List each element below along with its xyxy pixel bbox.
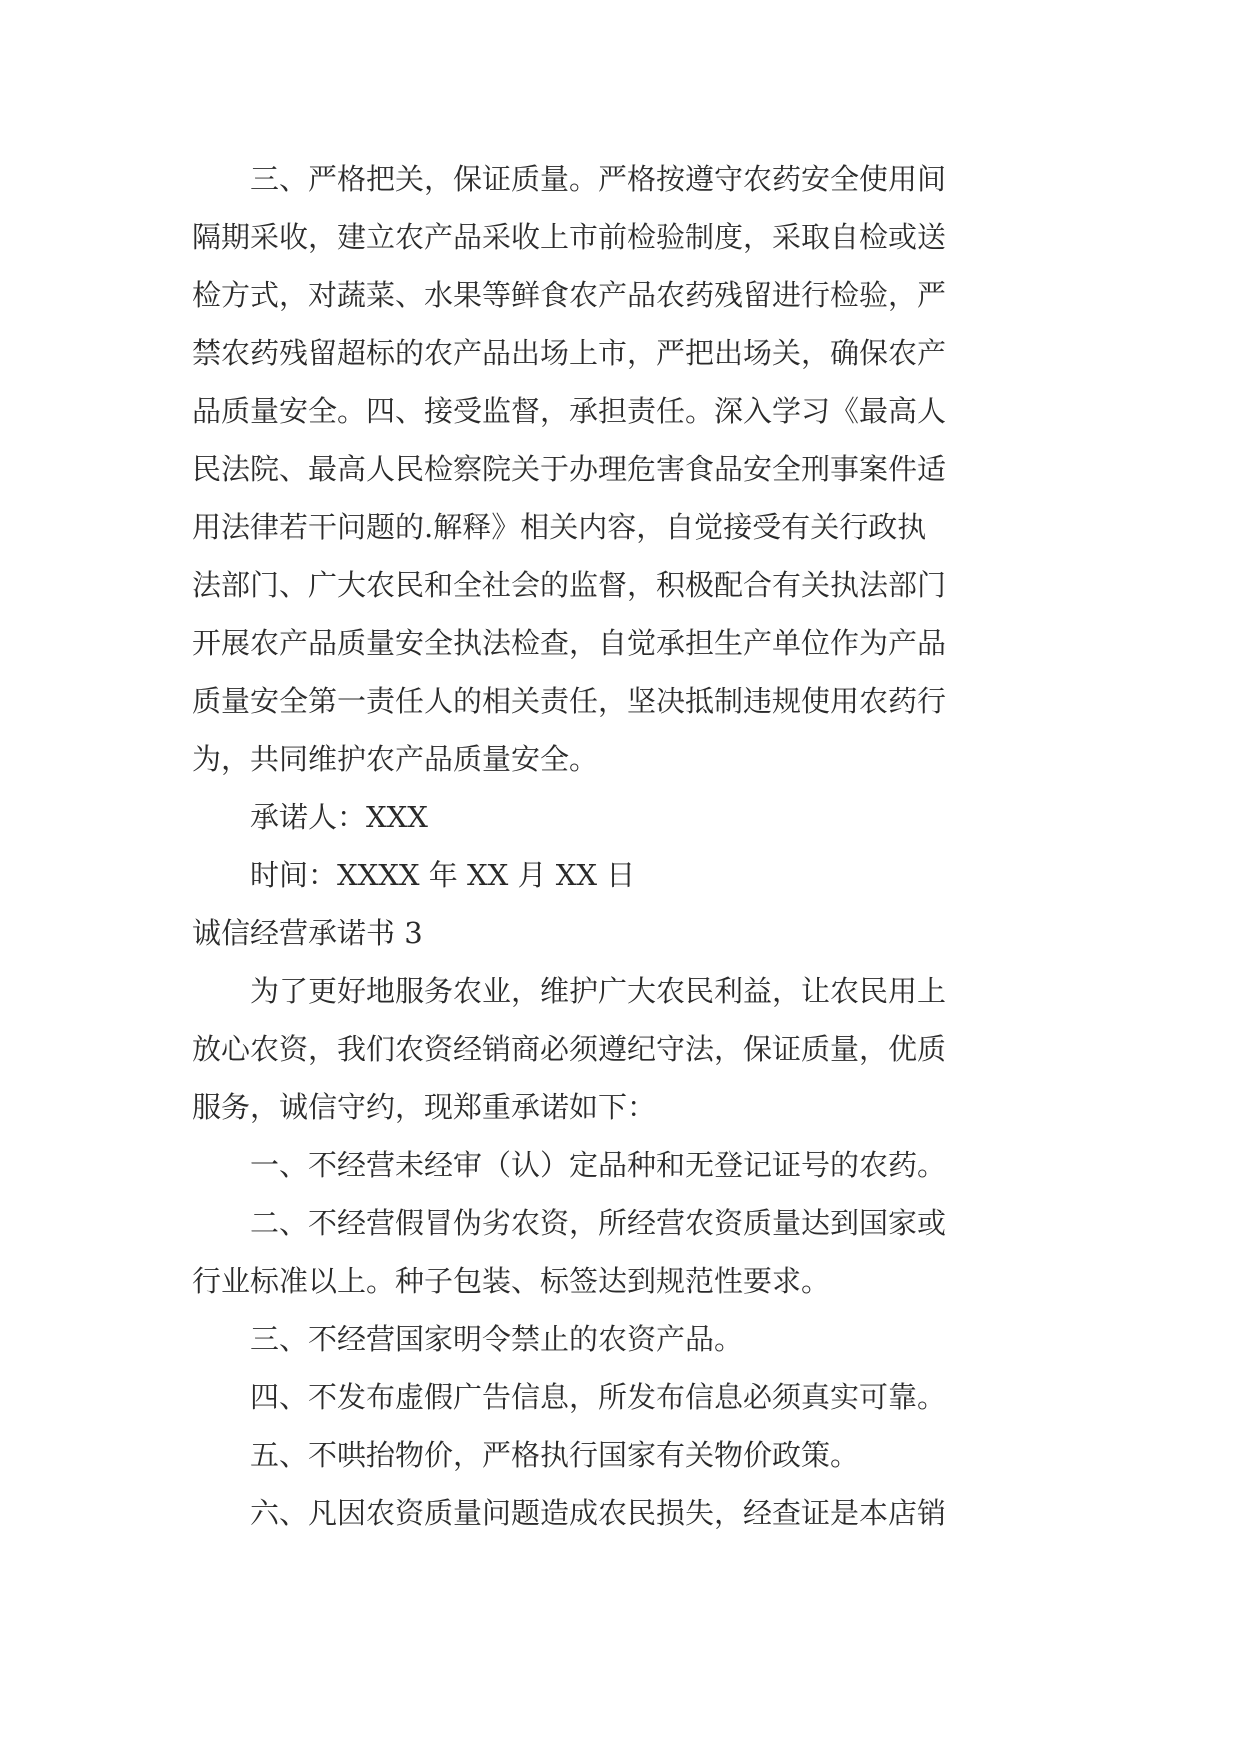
promise-item-4: 四、不发布虚假广告信息，所发布信息必须真实可靠。 — [250, 1380, 947, 1414]
text-line: 三、严格把关，保证质量。严格按遵守农药安全使用间 — [250, 162, 947, 196]
text-line: 民法院、最高人民检察院关于办理危害食品安全刑事案件适 — [192, 452, 947, 486]
text-line: 禁农药残留超标的农产品出场上市，严把出场关，确保农产 — [192, 336, 947, 370]
text-line: 检方式，对蔬菜、水果等鲜食农产品农药残留进行检验，严 — [192, 278, 947, 312]
text-line: 为，共同维护农产品质量安全。 — [192, 742, 599, 776]
promise-item-1: 一、不经营未经审（认）定品种和无登记证号的农药。 — [250, 1148, 947, 1182]
text-line: 法部门、广大农民和全社会的监督，积极配合有关执法部门 — [192, 568, 947, 602]
document-body — [192, 150, 1072, 1542]
text-line: 开展农产品质量安全执法检查，自觉承担生产单位作为产品 — [192, 626, 947, 660]
promise-item-2 — [192, 1194, 1072, 1310]
paragraph-quality-supervision — [192, 150, 1072, 788]
date-line: 时间：XXXX 年 XX 月 XX 日 — [250, 858, 636, 892]
text-line: 质量安全第一责任人的相关责任，坚决抵制违规使用农药行 — [192, 684, 947, 718]
promise-item-3: 三、不经营国家明令禁止的农资产品。 — [250, 1322, 744, 1356]
text-line: 行业标准以上。种子包装、标签达到规范性要求。 — [192, 1264, 831, 1298]
text-line: 放心农资，我们农资经销商必须遵纪守法，保证质量，优质 — [192, 1032, 947, 1066]
text-line: 为了更好地服务农业，维护广大农民利益，让农民用上 — [250, 974, 947, 1008]
section-title: 诚信经营承诺书 3 — [192, 916, 423, 950]
text-line: 品质量安全。四、接受监督，承担责任。深入学习《最高人 — [192, 394, 947, 428]
text-line: 隔期采收，建立农产品采收上市前检验制度，采取自检或送 — [192, 220, 947, 254]
promise-item-5: 五、不哄抬物价，严格执行国家有关物价政策。 — [250, 1438, 860, 1472]
text-line: 二、不经营假冒伪劣农资，所经营农资质量达到国家或 — [250, 1206, 947, 1240]
paragraph-intro — [192, 962, 1072, 1136]
promisor-line: 承诺人：XXX — [250, 800, 428, 834]
promise-item-6: 六、凡因农资质量问题造成农民损失，经查证是本店销 — [250, 1496, 947, 1530]
text-line: 服务，诚信守约，现郑重承诺如下： — [192, 1090, 657, 1124]
text-line: 用法律若干问题的.解释》相关内容，自觉接受有关行政执 — [192, 510, 927, 544]
